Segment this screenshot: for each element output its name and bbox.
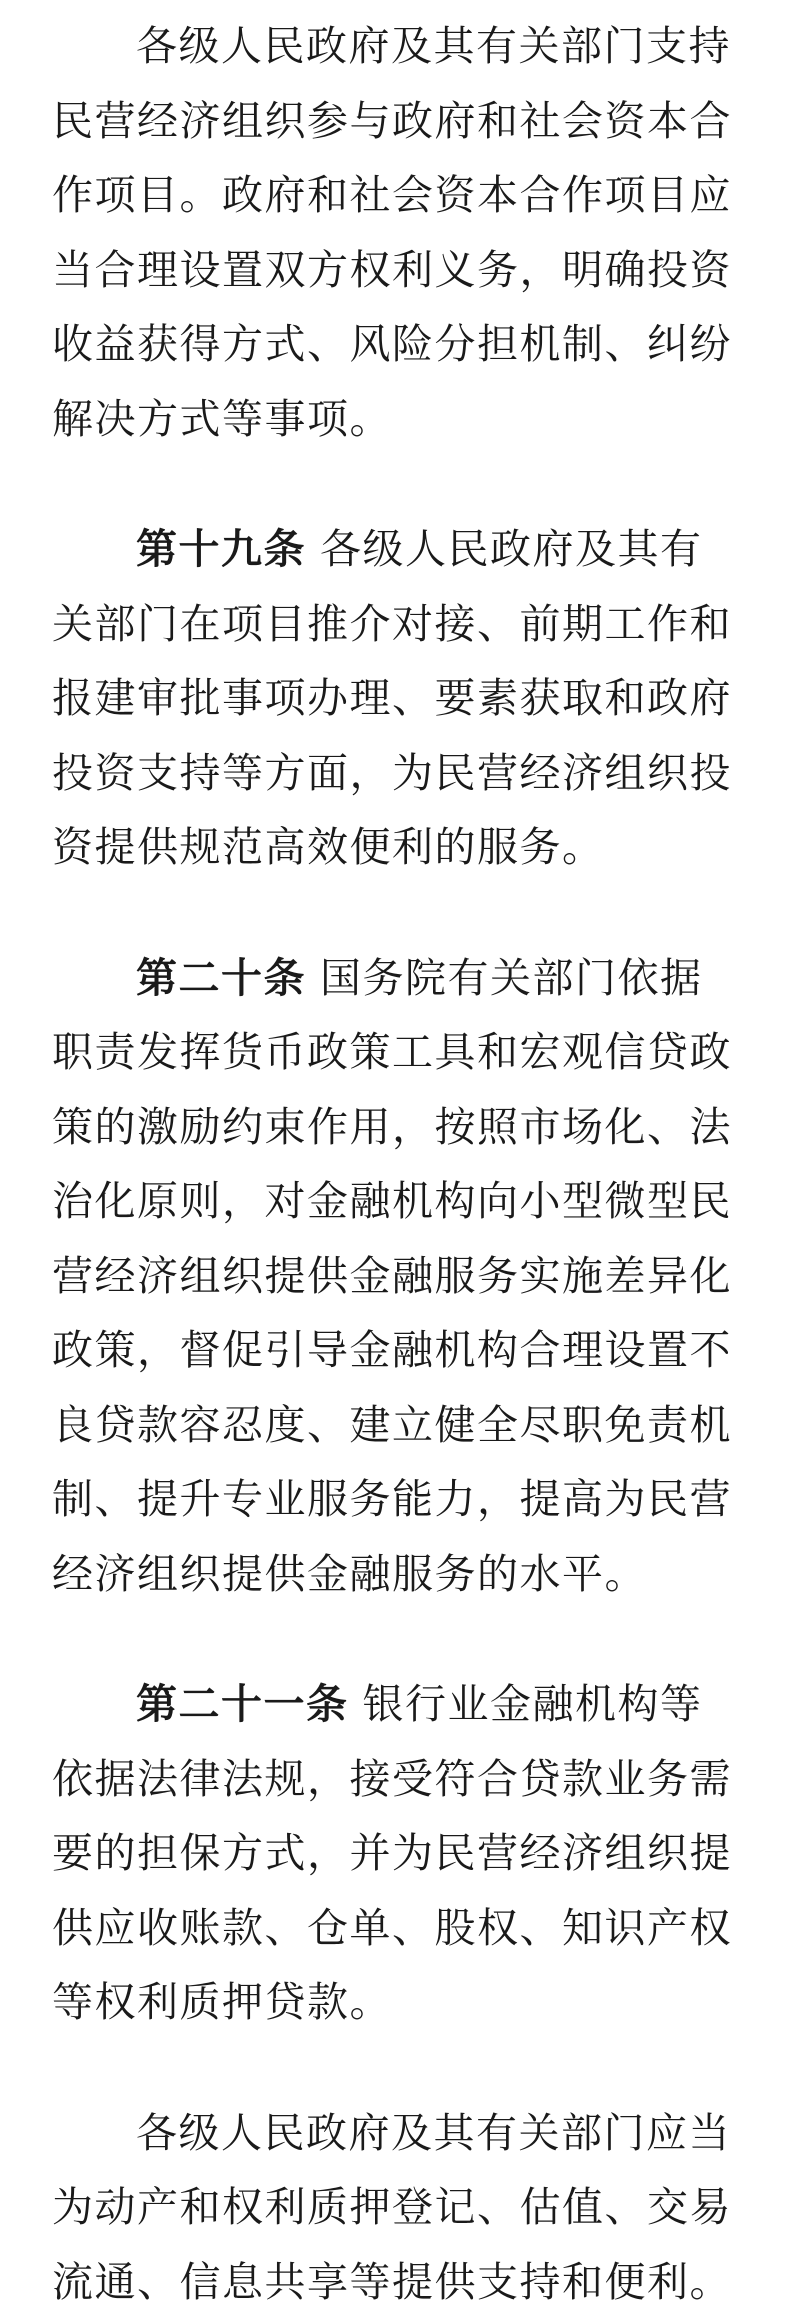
article-first-line xyxy=(136,1668,800,1740)
paragraph-line: 职责发挥货币政策工具和宏观信贷政 xyxy=(52,1028,732,1076)
paragraph-line: 要的担保方式，并为民营经济组织提 xyxy=(52,1829,732,1877)
paragraph-line: 当合理设置双方权利义务，明确投资 xyxy=(52,245,732,294)
paragraph-line: 良贷款容忍度、建立健全尽职免责机 xyxy=(52,1400,732,1449)
paragraph-line: 报建审批事项办理、要素获取和政府 xyxy=(52,674,732,722)
article-first-line xyxy=(136,942,800,1014)
paragraph-line: 各级人民政府及其有关部门应当 xyxy=(136,2108,731,2157)
paragraph-line: 民营经济组织参与政府和社会资本合 xyxy=(52,96,732,145)
paragraph-line: 资提供规范高效便利的服务。 xyxy=(52,823,605,871)
paragraph-line: 等权利质押贷款。 xyxy=(52,1978,392,2026)
paragraph-line: 作项目。政府和社会资本合作项目应 xyxy=(52,171,732,219)
paragraph-line: 流通、信息共享等提供支持和便利。 xyxy=(52,2257,732,2306)
paragraph-line: 政策，督促引导金融机构合理设置不 xyxy=(52,1326,732,1374)
article-heading: 第二十条 xyxy=(136,953,306,1002)
paragraph-line: 策的激励约束作用，按照市场化、法 xyxy=(52,1102,732,1151)
paragraph-line: 经济组织提供金融服务的水平。 xyxy=(52,1549,647,1598)
paragraph-line: 关部门在项目推介对接、前期工作和 xyxy=(52,599,732,648)
paragraph-line: 各级人民政府及其有关部门支持 xyxy=(136,22,731,70)
paragraph-line: 为动产和权利质押登记、估值、交易 xyxy=(52,2183,732,2231)
article-heading: 第十九条 xyxy=(136,525,306,573)
paragraph-line: 治化原则，对金融机构向小型微型民 xyxy=(52,1177,732,1225)
paragraph-line: 银行业金融机构等 xyxy=(362,1680,703,1728)
paragraph-line: 收益获得方式、风险分担机制、纠纷 xyxy=(52,320,732,368)
paragraph-line: 制、提升专业服务能力，提高为民营 xyxy=(52,1475,732,1523)
paragraph-line: 解决方式等事项。 xyxy=(52,394,392,443)
paragraph-line: 营经济组织提供金融服务实施差异化 xyxy=(52,1251,732,1300)
paragraph-line: 各级人民政府及其有 xyxy=(320,525,703,573)
article-first-line xyxy=(136,513,800,585)
paragraph-line: 国务院有关部门依据 xyxy=(320,953,703,1002)
paragraph-line: 供应收账款、仓单、股权、知识产权 xyxy=(52,1903,732,1952)
paragraph-line: 依据法律法规，接受符合贷款业务需 xyxy=(52,1754,732,1803)
paragraph-line: 投资支持等方面，为民营经济组织投 xyxy=(52,748,732,797)
article-heading: 第二十一条 xyxy=(136,1680,349,1728)
